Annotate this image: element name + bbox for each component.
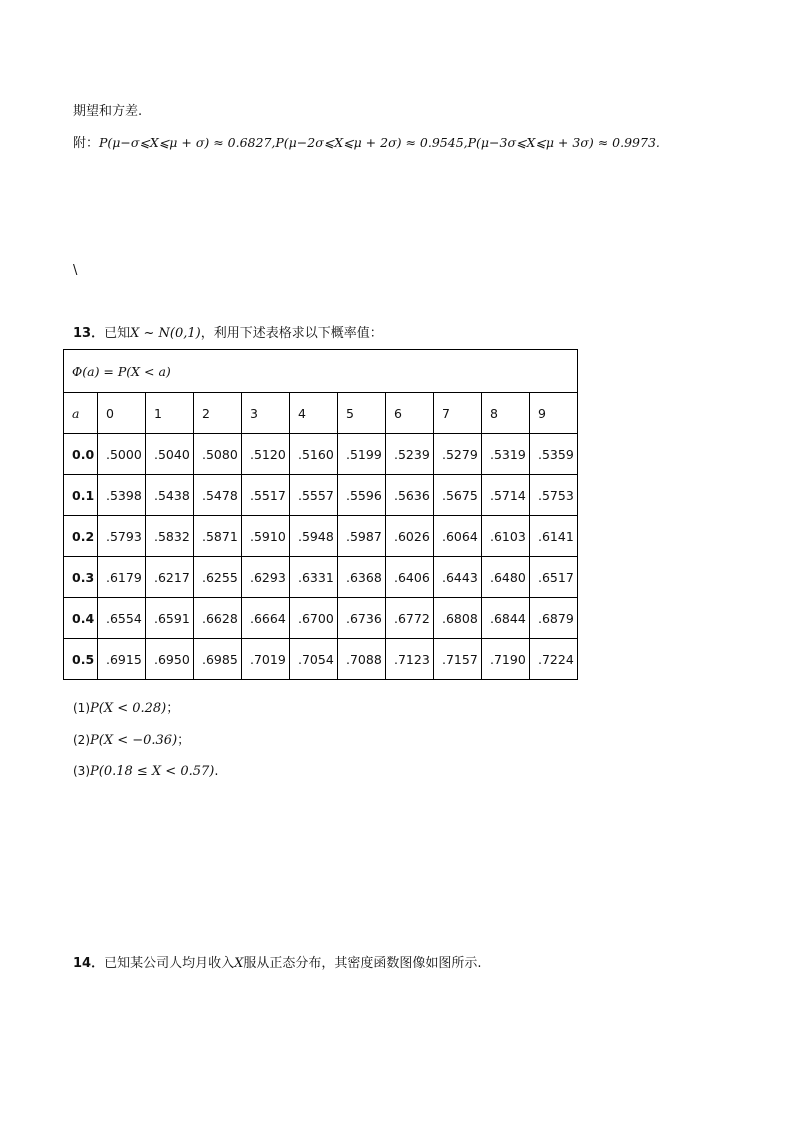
table-cell: .5557 bbox=[290, 475, 338, 516]
table-cell: .7019 bbox=[242, 639, 290, 680]
part-tail: . bbox=[214, 764, 219, 779]
table-col-header: 0 bbox=[98, 393, 146, 434]
normal-distribution-table bbox=[63, 349, 578, 680]
question-13-number: 13． bbox=[73, 326, 105, 341]
table-cell: .5279 bbox=[434, 434, 482, 475]
table-cell: .5160 bbox=[290, 434, 338, 475]
table-cell: .5636 bbox=[386, 475, 434, 516]
question-13-stem bbox=[73, 325, 383, 343]
table-cell: .6915 bbox=[98, 639, 146, 680]
table-cell: .6443 bbox=[434, 557, 482, 598]
table-row-label: 0.4 bbox=[64, 598, 98, 639]
table-col-header: 2 bbox=[194, 393, 242, 434]
question-13-part-2 bbox=[73, 731, 190, 750]
table-cell: .5948 bbox=[290, 516, 338, 557]
table-row bbox=[64, 475, 578, 516]
table-col-header: 3 bbox=[242, 393, 290, 434]
table-cell: .5000 bbox=[98, 434, 146, 475]
part-number: (3) bbox=[73, 764, 90, 778]
question-13-text-b: ，利用下述表格求以下概率值： bbox=[200, 326, 383, 341]
part-expr: P(0.18 ≤ X < 0.57) bbox=[90, 764, 215, 779]
table-caption-row bbox=[64, 350, 578, 393]
table-cell: .7224 bbox=[530, 639, 578, 680]
attachment-line bbox=[73, 134, 660, 153]
stray-char: \ bbox=[73, 263, 78, 278]
part-number: (2) bbox=[73, 733, 90, 747]
table-cell: .6255 bbox=[194, 557, 242, 598]
part-expr: P(X < −0.36) bbox=[90, 733, 178, 748]
table-cell: .5398 bbox=[98, 475, 146, 516]
table-cell: .7088 bbox=[338, 639, 386, 680]
table-row-label: 0.0 bbox=[64, 434, 98, 475]
question-13-part-3 bbox=[73, 762, 219, 781]
attachment-formula: P(μ−σ⩽X⩽μ + σ) ≈ 0.6827,P(μ−2σ⩽X⩽μ + 2σ) ≈ 0.9545,P(μ−3σ⩽X⩽μ + 3σ) ≈ 0.9973. bbox=[99, 135, 660, 150]
table-cell: .5438 bbox=[146, 475, 194, 516]
table-cell: .6664 bbox=[242, 598, 290, 639]
table-cell: .6808 bbox=[434, 598, 482, 639]
table-col-header: 7 bbox=[434, 393, 482, 434]
table-cell: .6406 bbox=[386, 557, 434, 598]
stray-backslash bbox=[73, 262, 77, 280]
table-cell: .5080 bbox=[194, 434, 242, 475]
table-cell: .6064 bbox=[434, 516, 482, 557]
table-cell: .5832 bbox=[146, 516, 194, 557]
intro-text: 期望和方差. bbox=[73, 104, 143, 119]
question-13-text-a: 已知 bbox=[104, 326, 131, 341]
table-col-header: 4 bbox=[290, 393, 338, 434]
table-cell: .5871 bbox=[194, 516, 242, 557]
table-cell: .5910 bbox=[242, 516, 290, 557]
table-cell: .7123 bbox=[386, 639, 434, 680]
table-cell: .6950 bbox=[146, 639, 194, 680]
table-cell: .6879 bbox=[530, 598, 578, 639]
table-cell: .5714 bbox=[482, 475, 530, 516]
question-14-number: 14． bbox=[73, 956, 105, 971]
table-cell: .6591 bbox=[146, 598, 194, 639]
table-cell: .7190 bbox=[482, 639, 530, 680]
table-cell: .5753 bbox=[530, 475, 578, 516]
table-cell: .6554 bbox=[98, 598, 146, 639]
table-cell: .6217 bbox=[146, 557, 194, 598]
part-tail: ； bbox=[166, 701, 180, 716]
table-col-header: 5 bbox=[338, 393, 386, 434]
table-cell: .5040 bbox=[146, 434, 194, 475]
table-col-header: 1 bbox=[146, 393, 194, 434]
table-header-row bbox=[64, 393, 578, 434]
table-cell: .5987 bbox=[338, 516, 386, 557]
question-14-text-b: 服从正态分布，其密度函数图像如图所示. bbox=[243, 956, 482, 971]
table-cell: .7054 bbox=[290, 639, 338, 680]
table-col-header: 8 bbox=[482, 393, 530, 434]
question-14-text-a: 已知某公司人均月收入 bbox=[104, 956, 235, 971]
table-cell: .6293 bbox=[242, 557, 290, 598]
table-row bbox=[64, 598, 578, 639]
table-row-label: 0.1 bbox=[64, 475, 98, 516]
table-cell: .5199 bbox=[338, 434, 386, 475]
table-cell: .5239 bbox=[386, 434, 434, 475]
table-cell: .5359 bbox=[530, 434, 578, 475]
table-row-label: 0.5 bbox=[64, 639, 98, 680]
table-cell: .5478 bbox=[194, 475, 242, 516]
table-cell: .6985 bbox=[194, 639, 242, 680]
part-expr: P(X < 0.28) bbox=[90, 701, 167, 716]
table-row-label: 0.3 bbox=[64, 557, 98, 598]
table-cell: .6736 bbox=[338, 598, 386, 639]
table-corner-label: a bbox=[64, 393, 98, 434]
attachment-prefix: 附： bbox=[73, 136, 100, 151]
table-col-header: 6 bbox=[386, 393, 434, 434]
table-cell: .6517 bbox=[530, 557, 578, 598]
table-col-header: 9 bbox=[530, 393, 578, 434]
question-13-part-1 bbox=[73, 699, 179, 718]
table-cell: .6480 bbox=[482, 557, 530, 598]
table-cell: .6628 bbox=[194, 598, 242, 639]
table-cell: .6026 bbox=[386, 516, 434, 557]
question-14-stem bbox=[73, 955, 482, 973]
table-cell: .6141 bbox=[530, 516, 578, 557]
table-cell: .6368 bbox=[338, 557, 386, 598]
table-row bbox=[64, 639, 578, 680]
table-cell: .5793 bbox=[98, 516, 146, 557]
table-cell: .6331 bbox=[290, 557, 338, 598]
table-cell: .6179 bbox=[98, 557, 146, 598]
question-13-expr: X ~ N(0,1) bbox=[130, 326, 201, 341]
table-cell: .5596 bbox=[338, 475, 386, 516]
table-cell: .5675 bbox=[434, 475, 482, 516]
table-caption: Φ(a) = P(X < a) bbox=[64, 350, 578, 393]
question-14-var: X bbox=[234, 956, 244, 971]
table-row bbox=[64, 434, 578, 475]
table-cell: .6700 bbox=[290, 598, 338, 639]
part-number: (1) bbox=[73, 701, 90, 715]
part-tail: ； bbox=[177, 733, 191, 748]
table-cell: .6772 bbox=[386, 598, 434, 639]
table-row bbox=[64, 516, 578, 557]
table-cell: .5120 bbox=[242, 434, 290, 475]
table-cell: .6103 bbox=[482, 516, 530, 557]
table-cell: .7157 bbox=[434, 639, 482, 680]
intro-line bbox=[73, 103, 142, 121]
table-row bbox=[64, 557, 578, 598]
table-row-label: 0.2 bbox=[64, 516, 98, 557]
table-cell: .5319 bbox=[482, 434, 530, 475]
table-cell: .5517 bbox=[242, 475, 290, 516]
table-cell: .6844 bbox=[482, 598, 530, 639]
